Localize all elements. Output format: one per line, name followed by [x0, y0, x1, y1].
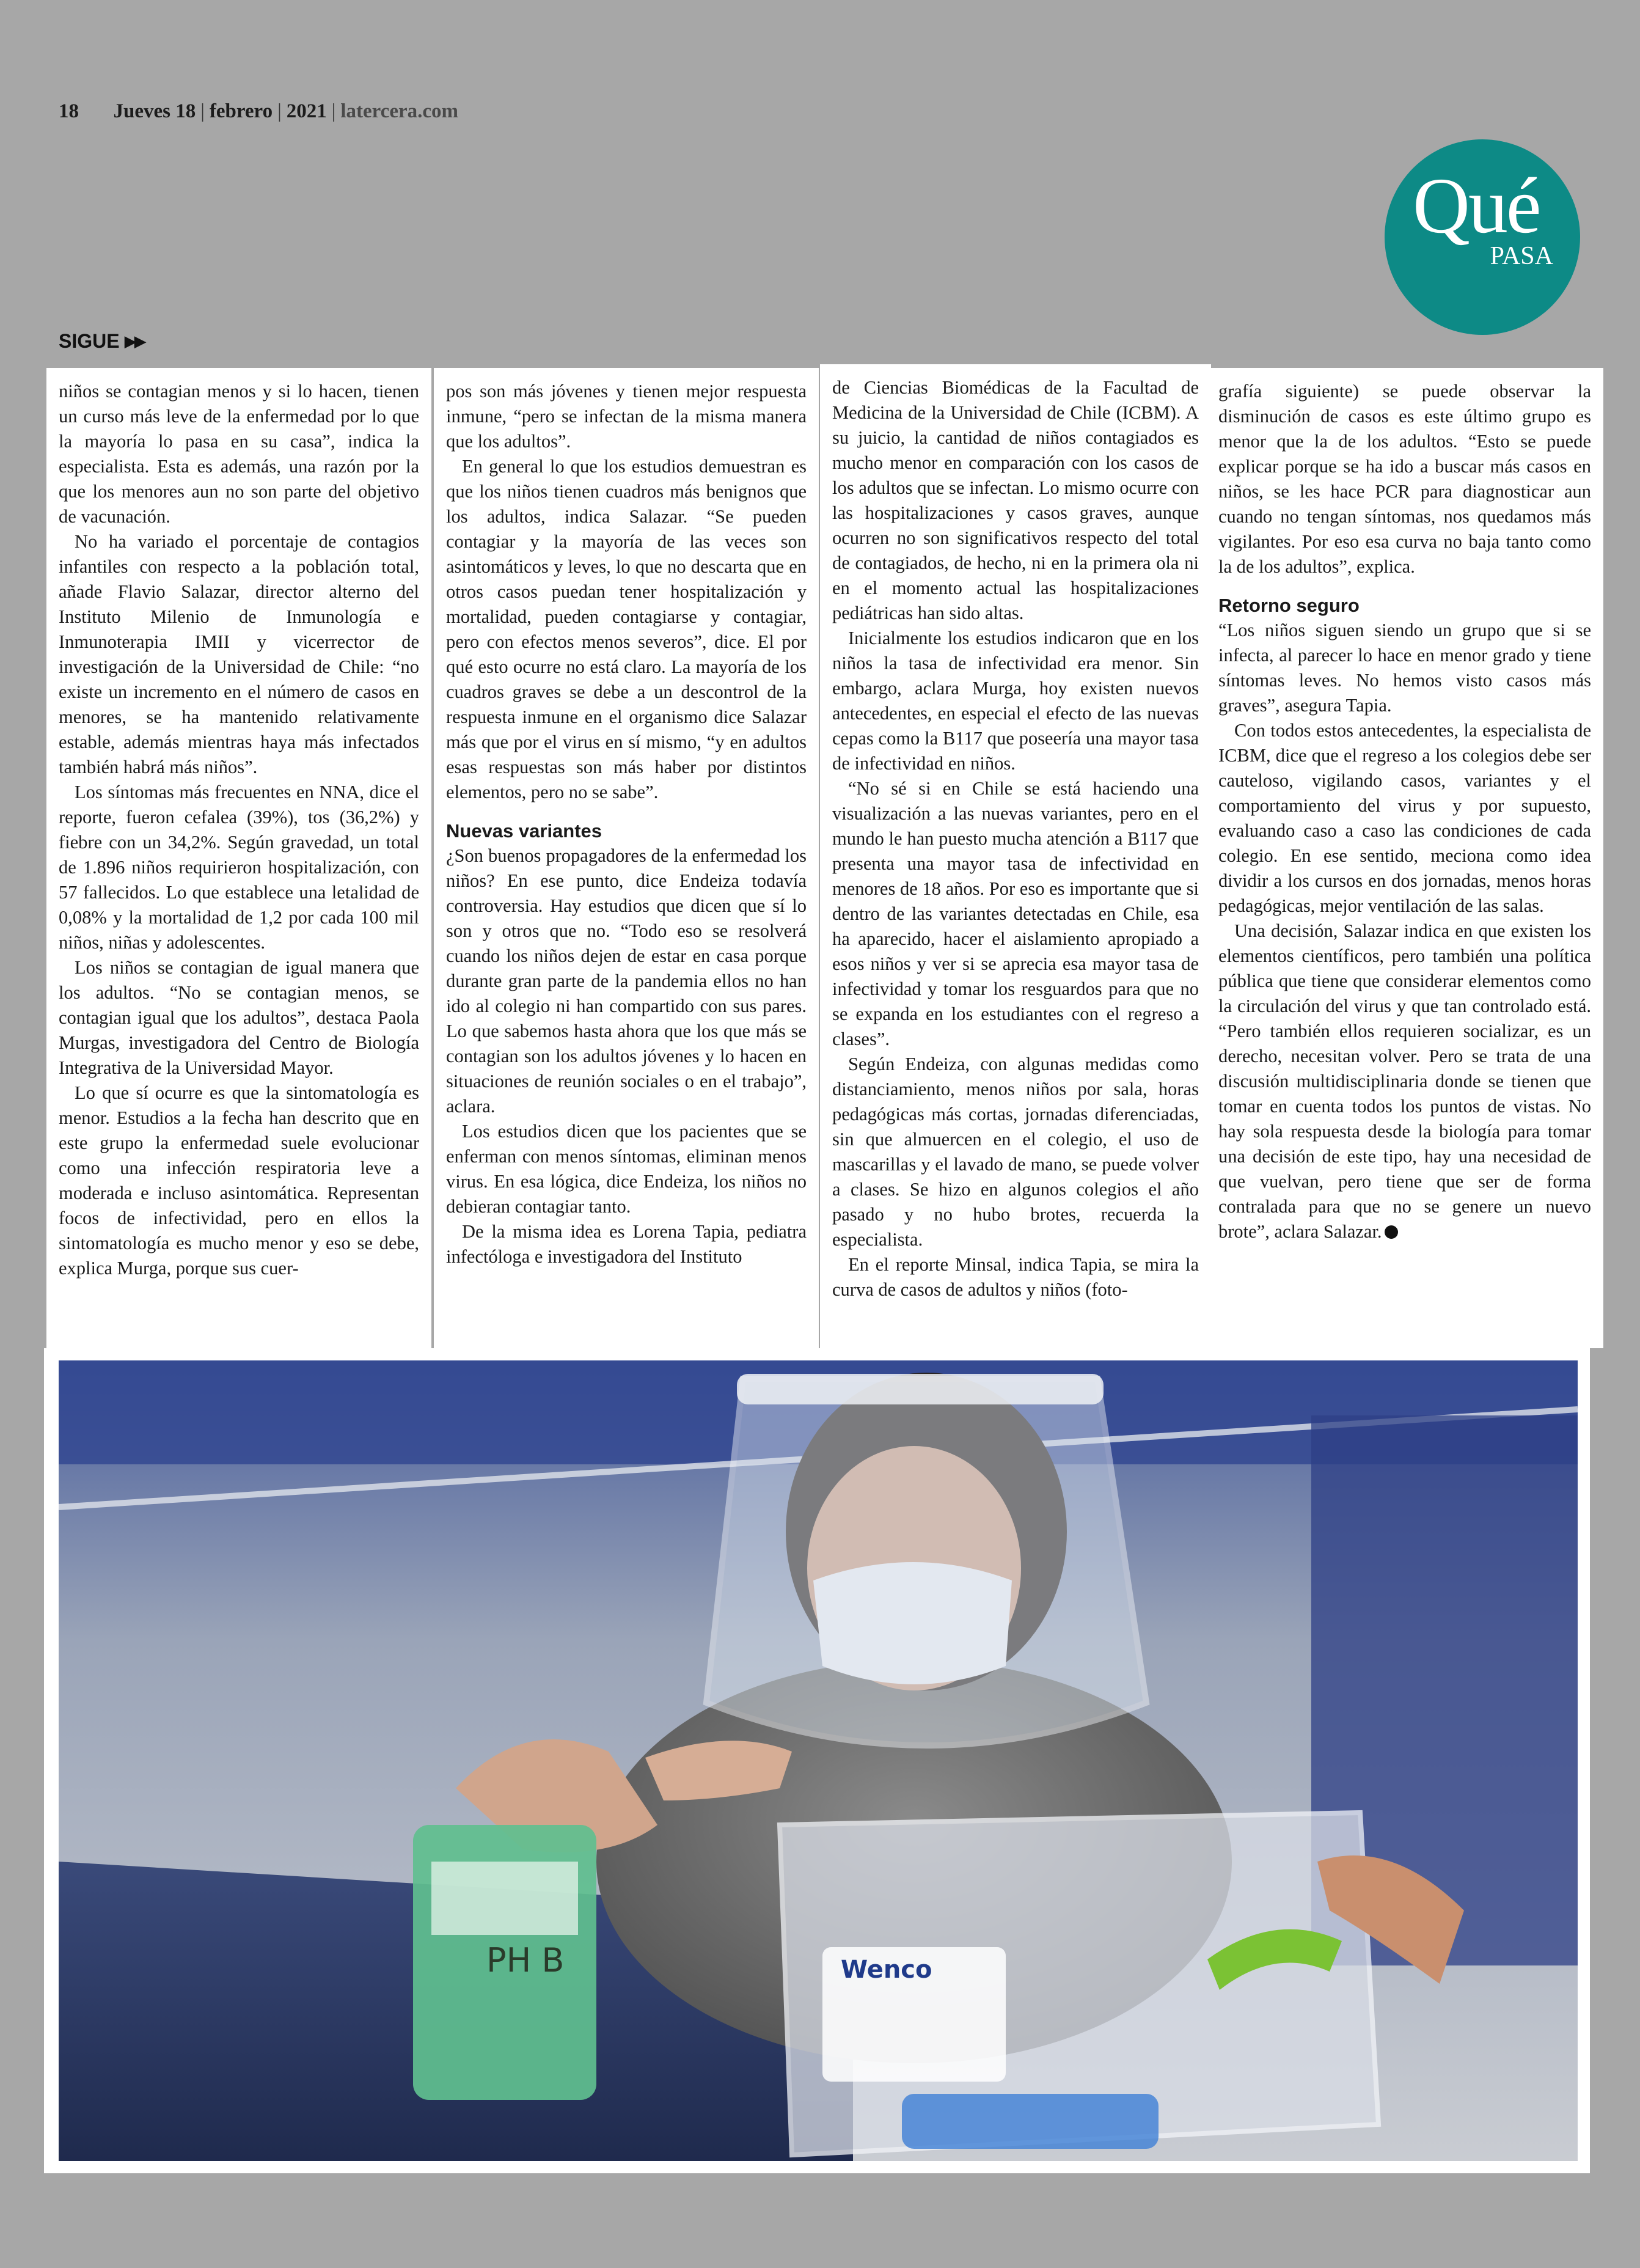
paragraph-text: Una decisión, Salazar indica en que existen los elementos científicos, pero también una política pública que tiene que considerar elementos como la circulación del virus y que tan controlado está. “Pero también ellos requieren socializar, es un derecho, necesitan volver. Pero se trata de una discusión multidisciplinaria donde se tienen que tomar en cuenta todos los puntos de vistas. No hay sola respuesta desde la biología para tomar una decisión de este tipo, hay una necesidad de que vuelvan, pero tiene que ser de forma contralada para que no se genere un nuevo brote”, aclara Salazar. [1218, 920, 1591, 1242]
logo-subtitle: PASA [1490, 242, 1553, 270]
que-pasa-logo [1385, 139, 1580, 335]
paragraph: En general lo que los estudios demuestran es que los niños tienen cuadros más benignos que los adultos, indica Salazar. “Se pueden contagiar y la mayoría de las veces son asintomáticos y leves, lo que no descarta que en otros casos puedan tener hospitalización y mortalidad, pueden contagiarse y contagiar, pero con efectos menos severos”, dice. El por qué esto ocurre no está claro. La mayoría de los cuadros graves se debe a un descontrol de la respuesta inmune en el organismo dice Salazar más que por el virus en sí mismo, “y en adultos esas respuestas son más haber por distintos elementos, pero no se sabe”. [446, 456, 807, 802]
face-shield-band [737, 1374, 1104, 1404]
paragraph: niños se contagian menos y si lo hacen, tienen un curso más leve de la enfermedad por lo que la mayoría lo pasa en su casa”, indica la especialista. Esta es además, una razón por la que los menores aun no son parte del objetivo de vacunación. [59, 381, 419, 527]
paragraph: ¿Son buenos propagadores de la enfermedad los niños? En ese punto, dice Endeiza todavía controversia. Hay estudios que dicen que sí lo son y otros que no. “Todo eso se resolverá cuando los niños dejen de estar en casa porque durante gran parte de la pandemia ellos no han ido al colegio ni han compartido con sus pares. Lo que sabemos hasta ahora que los que más se contagian son los adultos jóvenes y lo hacen en situaciones de reunión sociales o en el trabajo”, aclara. [446, 845, 807, 1117]
classroom-photo-illustration [59, 1360, 1578, 2161]
paragraph: Con todos estos antecedentes, la especialista de ICBM, dice que el regreso a los colegios debe ser cauteloso, vigilando casos, variantes y el comportamiento del virus y por supuesto, evaluando caso a caso las condiciones de cada colegio. En ese sentido, meciona como idea dividir a los cursos en dos jornadas, menos horas pedagógicas, mejor ventilación de las salas. [1218, 720, 1591, 916]
section-heading: Retorno seguro [1218, 595, 1360, 616]
header-month: febrero [209, 100, 273, 122]
paragraph: Lo que sí ocurre es que la sintomatología es menor. Estudios a la fecha han descrito que en este grupo la enfermedad suele evolucionar como una infección respiratoria leve a moderada e incluso asintomática. Representan focos de infectividad, pero en ellos la sintomatología es mucho menor y eso se debe, explica Murga, porque sus cuer- [59, 1082, 419, 1279]
section-heading: Nuevas variantes [446, 820, 602, 842]
article-column-1 [46, 368, 431, 1348]
paragraph [1218, 919, 1591, 1244]
article-column-3 [820, 364, 1211, 1348]
paragraph: grafía siguiente) se puede observar la disminución de casos es este último grupo es menor que la de los adultos. “Esto se puede explicar porque se ha ido a buscar más casos en niños, se les hace PCR para diagnosticar aun cuando no tengan síntomas, nos quedamos más vigilantes. Por eso esa curva no baja tanto como la de los adultos”, explica. [1218, 381, 1591, 577]
paragraph: Inicialmente los estudios indicaron que en los niños la tasa de infectividad era menor. Sin embargo, aclara Murga, hoy existen nuevos antecedentes, en especial el efecto de las nuevas cepas como la B117 que poseería una mayor tasa de infectividad en niños. [832, 628, 1199, 774]
header-site: latercera.com [340, 100, 459, 122]
box-contents [902, 2094, 1159, 2149]
paragraph: No ha variado el porcentaje de contagios infantiles con respecto a la población total, añade Flavio Salazar, director alterno del Instituto Milenio de Inmunología e Inmunoterapia IMII y vicerrector de investigación de la Universidad de Chile: “no existe un incremento en el número de casos en menores, se ha mantenido relativamente estable, además mientras haya más infectados también habrá más niños”. [59, 531, 419, 777]
paragraph: Según Endeiza, con algunas medidas como distanciamiento, menos niños por sala, horas pedagógicas más cortas, jornadas diferenciadas, sin que almuercen en el colegio, el uso de mascarillas y el lavado de mano, se puede volver a clases. Se hizo en algunos colegios el año pasado y no hubo brotes, recuerda la especialista. [832, 1054, 1199, 1250]
article-column-4 [1206, 368, 1603, 1348]
header-year: 2021 [286, 100, 327, 122]
paragraph: De la misma idea es Lorena Tapia, pediatra infectóloga e investigadora del Instituto [446, 1221, 807, 1267]
box-brand: Wenco [841, 1956, 932, 1984]
page-number: 18 [59, 100, 79, 122]
sigue-text: SIGUE [59, 330, 120, 352]
paragraph: Los síntomas más frecuentes en NNA, dice el reporte, fueron cefalea (39%), tos (36,2%) y fiebre con un 34,2%. Según gravedad, un total de 1.896 niños requirieron hospitalización, con 57 fallecidos. Lo que establece una letalidad de 0,08% y la mortalidad de 1,2 por cada 100 mil niños, niñas y adolescentes. [59, 782, 419, 953]
sigue-label [59, 330, 144, 353]
face-shield [706, 1379, 1146, 1745]
paragraph: de Ciencias Biomédicas de la Facultad de Medicina de la Universidad de Chile (ICBM). A su juicio, la cantidad de niños contagiados es mucho menor en comparación con los casos de los adultos que se infectan. Lo mismo ocurre con las hospitalizaciones y casos graves, aunque ocurren no son significativos respecto del total de contagiados, de hecho, ni en la primera ola ni en el momento actual las hospitalizaciones pediátricas han sido altas. [832, 377, 1199, 623]
paragraph: Los estudios dicen que los pacientes que se enferman con menos síntomas, eliminan menos virus. En esa lógica, dice Endeiza, los niños no debieran contagiar tanto. [446, 1121, 807, 1217]
paragraph: pos son más jóvenes y tienen mejor respuesta inmune, “pero se infectan de la misma manera que los adultos”. [446, 381, 807, 452]
photo-frame [44, 1348, 1590, 2173]
bottle-label [431, 1862, 578, 1935]
paragraph: “Los niños siguen siendo un grupo que si se infecta, al parecer lo hace en menor grado y tiene síntomas leves. No hemos visto casos más graves”, asegura Tapia. [1218, 620, 1591, 716]
paragraph: En el reporte Minsal, indica Tapia, se mira la curva de casos de adultos y niños (foto- [832, 1254, 1199, 1300]
header-day: Jueves 18 [113, 100, 196, 122]
article-column-2 [434, 368, 819, 1348]
page-header: 18 Jueves 18 | febrero | 2021 | latercera.com [59, 100, 459, 122]
bottle-handwriting: PH B [486, 1941, 565, 1980]
article-photo [59, 1360, 1578, 2161]
logo-title: Qué [1413, 162, 1540, 250]
end-of-article-icon [1385, 1225, 1398, 1239]
paragraph: Los niños se contagian de igual manera que los adultos. “No se contagian menos, se contagian igual que los adultos”, destaca Paola Murgas, investigadora del Centro de Biología Integrativa de la Universidad Mayor. [59, 957, 419, 1078]
double-arrow-icon: ▶▶ [124, 332, 144, 350]
paragraph: “No sé si en Chile se está haciendo una visualización a las nuevas variantes, pero en el mundo le han puesto mucha atención a B117 que presenta una mayor tasa de infectividad en menores de 18 años. Por eso es importante que si dentro de las variantes detectadas en Chile, esa ha aparecido, hacer el aislamiento apropiado a esos niños y ver si se aprecia esa mayor tasa de infectividad y tomar los resguardos para que no se expanda en los estudiantes con el regreso a clases”. [832, 778, 1199, 1049]
